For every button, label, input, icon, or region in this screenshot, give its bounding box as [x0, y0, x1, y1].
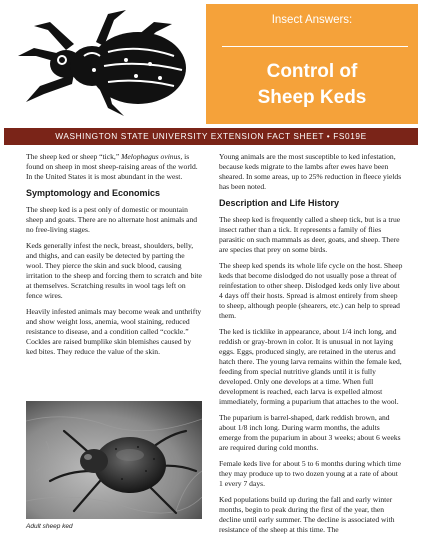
sheep-ked-illustration [4, 4, 200, 122]
paragraph: The sheep ked spends its whole life cycle on the host. Sheep keds that become dislodged do not usually pose a threat of reinfestation to other sheep. Dislodged keds only live about 4 days off their hosts. Spread is almost entirely from sheep to sheep, although people (shearers, etc.) can help to spread them. [219, 261, 403, 320]
paragraph: Keds generally infest the neck, breast, shoulders, belly, and thighs, and can easily be detected by parting the wool. They pierce the skin and suck blood, causing irritation to the sheep and forcing them to scratch and bite at themselves. Scratching results in wool tags left on fence wires. [26, 241, 202, 300]
paragraph: The ked is ticklike in appearance, about 1/4 inch long, and reddish or gray-brown in color. It is unusual in not laying eggs. Eggs, produced singly, are retained in the uterus and hatch there. The young larva remains within the female ked, feeding from special nutritive glands until it is fully developed. Only one develops at a time. When full development is reached, each larva is expelled almost immediately, forming a puparium that attaches to the wool. [219, 327, 402, 406]
intro-text-start: The sheep ked or sheep “tick,” [26, 152, 122, 161]
page-title-line-1: Control of [266, 61, 358, 82]
paragraph: Young animals are the most susceptible to ked infestation, because keds migrate to the lambs after ewes have been sheared. In some areas, up to 25% reduction in fleece yields has been noted. [219, 152, 402, 191]
fact-sheet-banner: WASHINGTON STATE UNIVERSITY EXTENSION FACT SHEET • FS019E [4, 128, 418, 145]
intro-paragraph [26, 152, 202, 182]
left-column [26, 152, 202, 363]
title-box [206, 4, 418, 124]
right-column [219, 152, 403, 541]
paragraph: The sheep ked is a pest only of domestic or mountain sheep and goats. There are no alternate host animals and no free-living stages. [26, 205, 198, 234]
paragraph: The sheep ked is frequently called a sheep tick, but is a true insect rather than a tick. It represents a family of flies parasitic on such mammals as deer, goats, and sheep. There are species that prey on some birds. [219, 215, 401, 254]
paragraph: Heavily infested animals may become weak and unthrifty and show weight loss, anemia, wool staining, reduced resistance to disease, and a condition called “cockle.” Cockles are raised bumplike skin blemishes caused by ked bites. They reduce the value of the skin. [26, 307, 202, 356]
paragraph: Female keds live for about 5 to 6 months during which time they may produce up to two dozen young at a rate of about 1 every 7 days. [219, 459, 402, 488]
page-title-line-2: Sheep Keds [257, 87, 367, 108]
series-title: Insect Answers: [271, 14, 353, 26]
paragraph: The puparium is barrel-shaped, dark reddish brown, and about 1/8 inch long. During warm months, the adults emerge from the puparium in about 3 weeks; about 6 weeks are required during cold months. [219, 413, 401, 452]
section-heading-symptomology: Symptomology and Economics [26, 188, 161, 198]
paragraph: Ked populations build up during the fall and early winter months, begin to peak during the first of the year, then decline until early summer. The decline is associated with resistance of the sheep at this time. The [219, 495, 395, 534]
title-divider [222, 46, 408, 47]
section-heading-life-history: Description and Life History [219, 198, 340, 208]
photo-caption: Adult sheep ked [26, 523, 73, 530]
adult-sheep-ked-photo [26, 401, 202, 519]
intro-text-end: , is found on sheep in most sheep-raising areas of the world. In the United States it is most abundant in the west. [26, 152, 198, 181]
species-name: Melophagus ovinus [121, 152, 181, 161]
